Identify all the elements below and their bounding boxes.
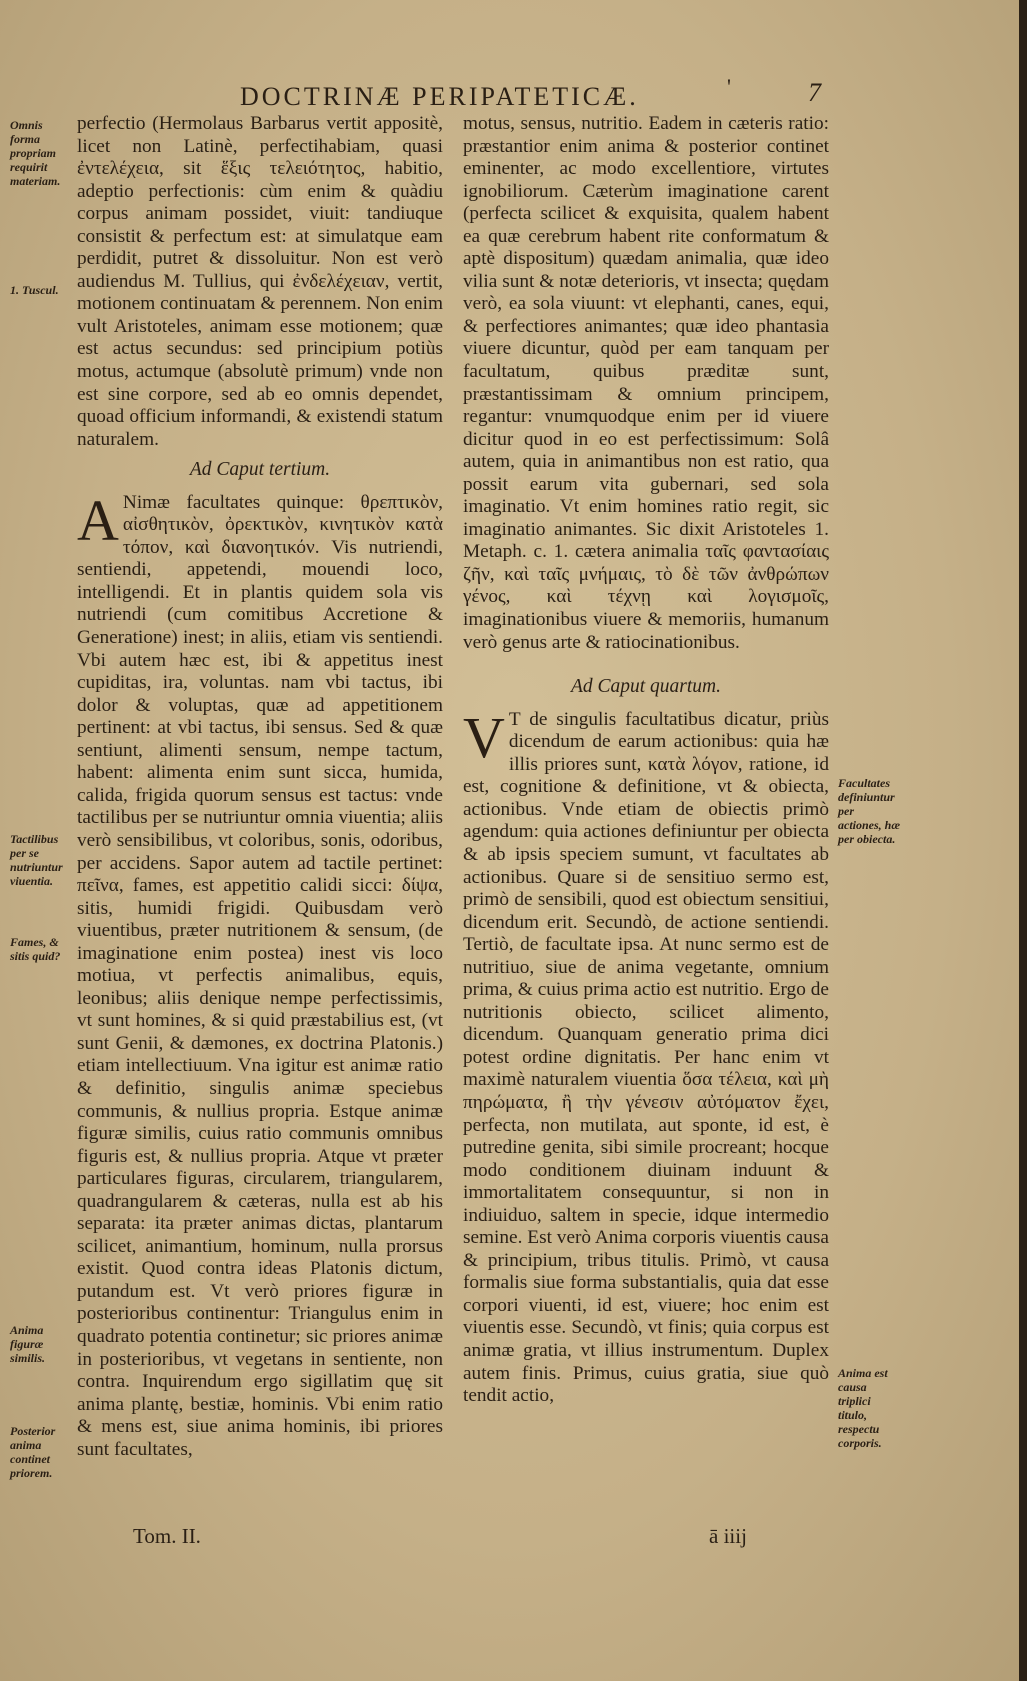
- chapter-heading-quartum: Ad Caput quartum.: [570, 676, 722, 698]
- left-paragraph-2-text: Nimæ facultates quinque: θρεπτικὸν, αἰσθητικὸν, ὀρεκτικὸν, κινητικὸν κατὰ τόπον, καὶ διανοητικόν. Vis nutriendi, sentiendi, appetendi, mouendi loco, intelligendi. Et in plantis quidem sola vis nutriendi (cum comitibus Accretione & Generatione) inest; in aliis, etiam vis sentiendi. Vbi autem hæc est, ibi & appetitus inest cupiditas, ira, voluntas. nam vbi tactus, ibi dolor & voluptas, quæ ad appetitionem pertinent: at vbi tactus, ibi sensus. Sed & quæ sentiunt, alimenti sensum, nempe tactum, habent: alimenta enim sunt sicca, humida, calida, frigida quorum sensus est tactus: vnde tactilibus per se nutriuntur omnia viuentia; aliis verò sensibilibus, vt coloribus, sonis, odoribus, per accidens. Sapor autem ad tactile pertinet: πεῖνα, fames, est appetitio calidi sicci: δίψα, sitis, humidi frigidi. Quibusdam verò viuentibus, præter nutritionem & sensum, (de imaginatione enim postea) inest vis loco motiua, vt perfectis animalibus, equis, leonibus; aliis denique nempe perfectissimis, vt sunt homines, & si quid præstabilius est, (vt sunt Genii, & dæmones, ex doctrina Platonis.) etiam intellectiuum. Vna igitur est animæ ratio & definitio, singulis animæ speciebus communis, & nullius propria. Estque animæ figuræ similis, cuius ratio communis omnibus figuris est, & nullius propria. Atque vt præter particulares figuras, circularem, triangularem, quadrangularem & cæteras, nulla est ab his separata: ita præter animas dictas, plantarum scilicet, animantium, hominum, nulla prorsus existit. Quod contra ideas Platonis dictum, putandum est. Vt verò priores figuræ in posterioribus continentur: Triangulus enim in quadrato potentia continetur; sic priores animæ in posterioribus, vt vegetans in sentiente, non contra. Inquirendum ergo sigillatim quę sit anima plantę, bestiæ, hominis. Vbi enim ratio & mens est, siue anima hominis, ibi priores sunt facultates,: [77, 491, 443, 1460]
- stray-mark: ': [727, 74, 731, 99]
- right-column: [463, 113, 829, 1408]
- margin-note: Posterior anima continet priorem.: [10, 1424, 56, 1480]
- left-column: [77, 113, 443, 1461]
- drop-cap-a: A: [77, 487, 119, 553]
- running-head: DOCTRINÆ PERIPATETICÆ.: [240, 82, 639, 111]
- drop-cap-v: V: [463, 704, 505, 770]
- margin-note: Anima figuræ similis.: [10, 1323, 46, 1365]
- right-paragraph-2: [463, 704, 829, 1408]
- page-number: 7: [808, 78, 821, 107]
- left-paragraph-1: perfectio (Hermolaus Barbarus vertit appositè, licet non Latinè, perfectihabiam, quasi ἐντελέχεια, sit ἕξις τελειότητος, habitio, adeptio perfectionis: cùm enim & quàdiu corpus animam possidet, viuit: tandiuque consistit & perfectum est: at simulatque eam perdidit, putret & dissoluitur. Non est verò audiendus M. Tullius, qui ἐνδελέχειαν, vertit, motionem continuatam & perennem. Non enim vult Aristoteles, animam esse motionem; quæ est actus secundus: sed principium potiùs motus, actumque (absolutè primum) vnde non est sine corpore, sed ab eo omnis dependet, quoad officium informandi, & existendi statum naturalem.: [77, 113, 443, 450]
- right-paragraph-1: motus, sensus, nutritio. Eadem in cæteris ratio: præstantior enim anima & posterior continet eminenter, ac modo excellentiore, virtutes ignobiliorum. Cæterùm imaginatione carent (perfecta scilicet & exquisita, qualem habent ea quæ cerebrum habent rite conformatum & aptè dispositum) quædam animalia, quæ ideo vilia sunt & notæ deterioris, vt insecta; quędam verò, ea sola viuunt: vt elephanti, canes, equi, & perfectiores animantes; quæ ideo phantasia viuere dicuntur, quòd per eam tanquam per facultatum, quibus præditæ sunt, præstantissimam & omnium principem, regantur: vnumquodque enim per id viuere dicitur quod in eo est perfectissimum: Solâ autem, quia in animantibus non est ratio, qua possit earum vita gubernari, sed sola imaginatio. Vt enim homines ratio regit, sic imaginatio animantes. Sic dixit Aristoteles 1. Metaph. c. 1. cætera animalia ταῖς φαντασίαις ζῆν, καὶ ταῖς μνήμαις, τὸ δὲ τῶν ἀνθρώπων γένος, καὶ τέχνῃ καὶ λογισμοῖς, imaginationibus viuere & memoriis, humanum verò genus arte & ratiocinationibus.: [463, 113, 829, 653]
- margin-note: Fames, & sitis quid?: [10, 935, 61, 963]
- margin-note: Omnis forma propriam requirit materiam.: [10, 118, 61, 188]
- signature-mark: ā iiij: [709, 1524, 747, 1548]
- right-paragraph-2-text: T de singulis facultatibus dicatur, priùs dicendum de earum actionibus: quia hæ illis priores sunt, κατὰ λόγον, ratione, id est, cognitione & definitione, vt & obiecta, actionibus. Vnde etiam de obiectis primò agendum: quia actiones definiuntur per obiecta & ab ipsis speciem sumunt, vt facultates ab actionibus. Quare si de sensitiuo sermo est, primò de sensibili, quod est obiectum sensitiui, dicendum erit. Secundò, de actione sentiendi. Tertiò, de facultate ipsa. At nunc sermo est de nutritiuo, siue de anima vegetante, omnium prima, & cuius prima actio est nutritio. Ergo de nutritionis obiecto, scilicet alimento, dicendum. Quanquam generatio prima dici potest ordine dignitatis. Per hanc enim vt maximè naturalem viuentia ὅσα τέλεια, καὶ μὴ πηρώματα, ἢ τὴν γένεσιν αὐτόματον ἔχει, perfecta, non mutilata, aut sponte, id est, è putredine genita, sibi simile procreant; hocque modo conditionem diuinam induunt & immortalitatem consequuntur, si non in indiuiduo, saltem in specie, idque intermedio semine. Est verò Anima corporis viuentis causa & principium, tribus titulis. Primò, vt causa formalis siue forma substantialis, quia dat esse corpori viuenti, id est, viuere; hoc enim est viuentis esse. Secundò, vt finis; quia corpus est animæ gratia, vt illius instrumentum. Duplex autem finis. Primus, cuius gratia, siue quò tendit actio,: [463, 708, 829, 1407]
- chapter-heading-tertium: Ad Caput tertium.: [189, 459, 331, 481]
- margin-note: 1. Tuscul.: [10, 283, 59, 297]
- volume-label: Tom. II.: [133, 1524, 201, 1548]
- margin-note: Facultates definiuntur per actiones, hæ per obiecta.: [838, 776, 901, 846]
- margin-note: Anima est causa triplici titulo, respectu corporis.: [838, 1366, 888, 1450]
- left-paragraph-2: [77, 487, 443, 1462]
- margin-note: Tactilibus per se nutriuntur viuentia.: [10, 832, 63, 888]
